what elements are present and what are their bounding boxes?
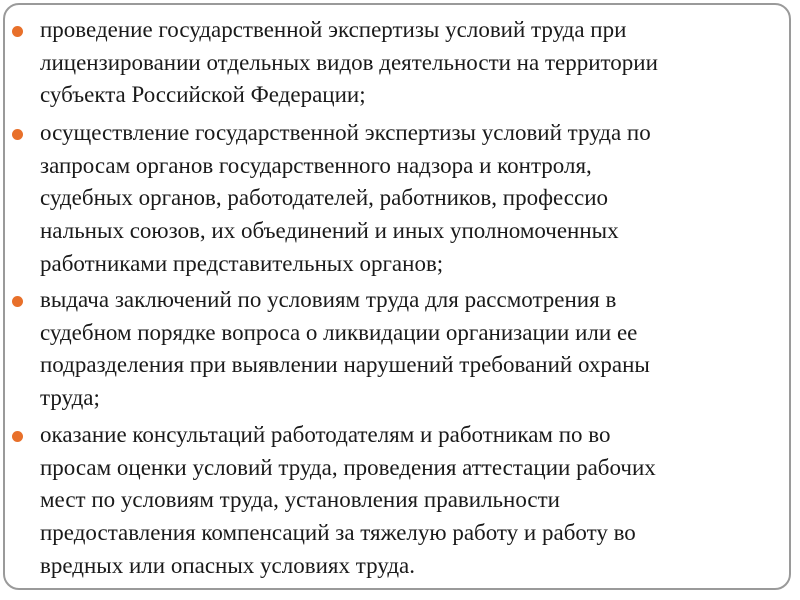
bullet-dot-icon [12,296,23,307]
bullet-line: выдача заключений по условиям труда для рассмотрения в [40,287,617,312]
bullet-text [40,284,785,415]
bullet-line: осуществление государственной экспертизы условий труда по [40,120,651,145]
bullet-line: оказание консультаций работодателям и работникам по во [40,422,611,447]
bullet-text [40,14,785,112]
bullet-line: вредных или опасных условиях труда. [40,552,415,578]
bullet-dot-icon [12,431,23,442]
bullet-line: лицензировании отдельных видов деятельности на территории [40,49,658,75]
bullet-line: судебном порядке вопроса о ликвидации организации или ее [40,319,638,345]
bullet-dot-icon [12,129,23,140]
bullet-line: мест по условиям труда, установления правильности [40,487,560,513]
bullet-line: работниками представительных органов; [40,250,444,276]
bullet-line: труда; [40,385,100,411]
bullet-text [40,419,785,582]
bullet-text [40,117,785,280]
bullet-line: субъекта Российской Федерации; [40,82,366,108]
bullet-line: запросам органов государственного надзора и контроля, [40,152,592,178]
bullet-line: судебных органов, работодателей, работников, профессио [40,185,609,211]
bullet-line: нальных союзов, их объединений и иных уполномоченных [40,218,619,244]
bullet-dot-icon [12,26,23,37]
bullet-line: проведение государственной экспертизы условий труда при [40,17,627,42]
bullet-line: подразделения при выявлении нарушений требований охраны [40,352,650,378]
bullet-line: просам оценки условий труда, проведения аттестации рабочих [40,454,656,480]
bullet-line: предоставления компенсаций за тяжелую работу и работу во [40,520,636,546]
